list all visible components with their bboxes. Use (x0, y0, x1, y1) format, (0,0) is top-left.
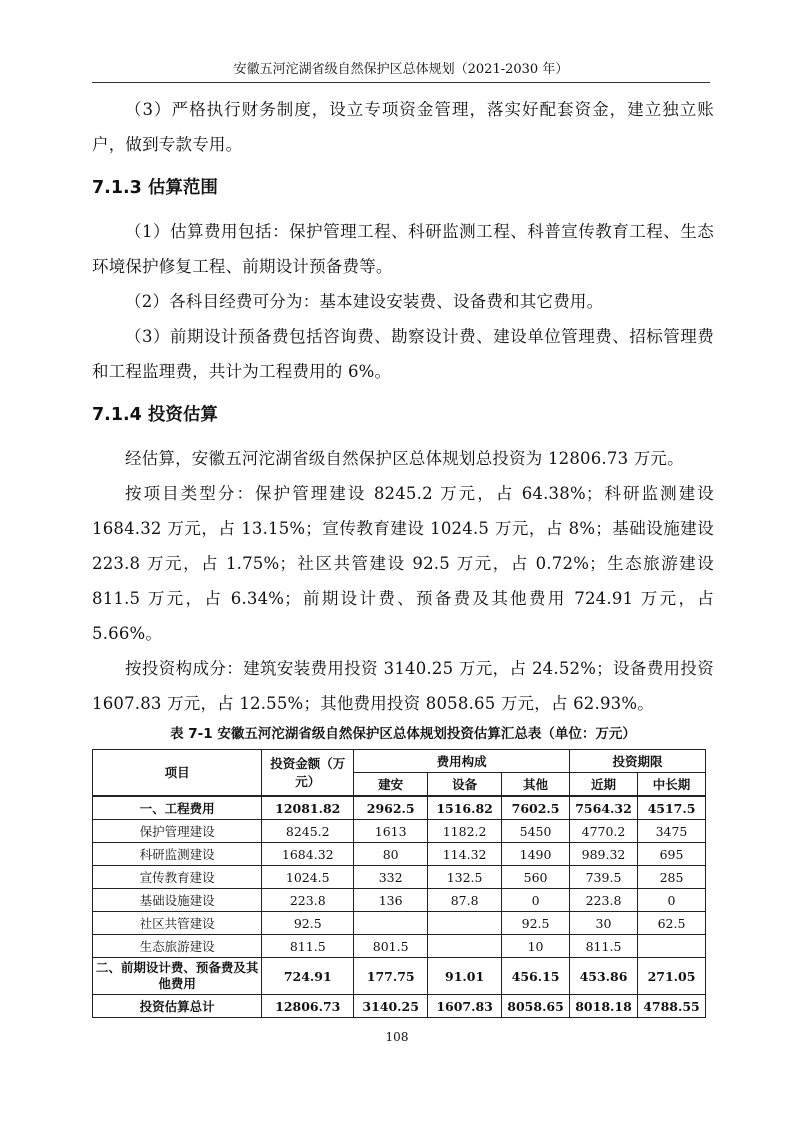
cell-jianan: 136 (354, 889, 428, 912)
table-row (93, 912, 706, 935)
cell-amount: 1024.5 (262, 866, 354, 889)
cell-label: 基础设施建设 (93, 889, 262, 912)
cell-jianan: 80 (354, 843, 428, 866)
cell-shebei: 1607.83 (428, 995, 502, 1018)
cell-jianan: 2962.5 (354, 796, 428, 820)
document-body (92, 92, 714, 1018)
cell-jinqi: 739.5 (570, 866, 638, 889)
header-amount: 投资金额（万元） (262, 750, 354, 797)
cell-label: 生态旅游建设 (93, 935, 262, 958)
header-jianan: 建安 (354, 773, 428, 797)
cell-shebei: 114.32 (428, 843, 502, 866)
table-row (93, 995, 706, 1018)
paragraph: （2）各科目经费可分为：基本建设安装费、设备费和其它费用。 (125, 292, 604, 311)
cell-jianan: 177.75 (354, 958, 428, 995)
cell-qita: 92.5 (502, 912, 570, 935)
cell-shebei: 1516.82 (428, 796, 502, 820)
table-row (93, 935, 706, 958)
cell-amount: 12806.73 (262, 995, 354, 1018)
cell-amount: 8245.2 (262, 820, 354, 843)
cell-jianan (354, 912, 428, 935)
paragraph: （3）前期设计预备费包括咨询费、勘察设计费、建设单位管理费、招标管理费和工程监理费，共计为工程费用的 6%。 (92, 327, 714, 381)
paragraph: （3）严格执行财务制度，设立专项资金管理，落实好配套资金，建立独立账户，做到专款专用。 (92, 100, 714, 154)
cell-zhongchang: 4517.5 (637, 796, 705, 820)
cell-qita: 456.15 (502, 958, 570, 995)
table-row (93, 958, 706, 995)
cell-shebei (428, 912, 502, 935)
header-period: 投资期限 (570, 750, 706, 773)
cell-amount: 12081.82 (262, 796, 354, 820)
cell-qita: 0 (502, 889, 570, 912)
page-number: 108 (385, 1030, 409, 1044)
table-row (93, 820, 706, 843)
cell-zhongchang: 3475 (637, 820, 705, 843)
cell-jinqi: 989.32 (570, 843, 638, 866)
table-row (93, 796, 706, 820)
header-zhongchang: 中长期 (637, 773, 705, 797)
cell-amount: 1684.32 (262, 843, 354, 866)
header-item: 项目 (93, 750, 262, 797)
cell-qita: 10 (502, 935, 570, 958)
cell-shebei: 87.8 (428, 889, 502, 912)
section-heading-7-1-3: 7.1.3 估算范围 (92, 178, 218, 198)
header-shebei: 设备 (428, 773, 502, 797)
header-rule (92, 82, 710, 83)
cell-qita: 5450 (502, 820, 570, 843)
cell-zhongchang: 62.5 (637, 912, 705, 935)
table-caption: 表 7-1 安徽五河沱湖省级自然保护区总体规划投资估算汇总表（单位：万元） (170, 726, 636, 742)
cell-label: 一、工程费用 (93, 796, 262, 820)
table-row (93, 843, 706, 866)
cell-jinqi: 30 (570, 912, 638, 935)
cell-jianan: 801.5 (354, 935, 428, 958)
cell-jianan: 332 (354, 866, 428, 889)
cell-label: 保护管理建设 (93, 820, 262, 843)
cell-zhongchang (637, 935, 705, 958)
cell-zhongchang: 4788.55 (637, 995, 705, 1018)
cell-label: 投资估算总计 (93, 995, 262, 1018)
cell-jianan: 3140.25 (354, 995, 428, 1018)
cell-zhongchang: 0 (637, 889, 705, 912)
investment-table (92, 749, 706, 1018)
cell-qita: 560 (502, 866, 570, 889)
cell-amount: 92.5 (262, 912, 354, 935)
cell-jinqi: 4770.2 (570, 820, 638, 843)
cell-jinqi: 811.5 (570, 935, 638, 958)
header-jinqi: 近期 (570, 773, 638, 797)
cell-amount: 811.5 (262, 935, 354, 958)
cell-label: 二、前期设计费、预备费及其他费用 (93, 958, 262, 995)
cell-label: 社区共管建设 (93, 912, 262, 935)
table-row (93, 866, 706, 889)
cell-amount: 724.91 (262, 958, 354, 995)
cell-shebei: 132.5 (428, 866, 502, 889)
cell-label: 宣传教育建设 (93, 866, 262, 889)
cell-qita: 8058.65 (502, 995, 570, 1018)
cell-zhongchang: 285 (637, 866, 705, 889)
cell-qita: 1490 (502, 843, 570, 866)
header-qita: 其他 (502, 773, 570, 797)
table-row (93, 889, 706, 912)
cell-jianan: 1613 (354, 820, 428, 843)
cell-jinqi: 8018.18 (570, 995, 638, 1018)
cell-qita: 7602.5 (502, 796, 570, 820)
cell-jinqi: 223.8 (570, 889, 638, 912)
cell-jinqi: 7564.32 (570, 796, 638, 820)
cell-shebei: 91.01 (428, 958, 502, 995)
cell-shebei (428, 935, 502, 958)
cell-shebei: 1182.2 (428, 820, 502, 843)
cell-label: 科研监测建设 (93, 843, 262, 866)
section-heading-7-1-4: 7.1.4 投资估算 (92, 405, 218, 425)
page-header: 安徽五河沱湖省级自然保护区总体规划（2021-2030 年） (233, 62, 569, 77)
paragraph: （1）估算费用包括：保护管理工程、科研监测工程、科普宣传教育工程、生态环境保护修复工程、前期设计预备费等。 (92, 222, 714, 276)
cell-amount: 223.8 (262, 889, 354, 912)
paragraph: 按项目类型分：保护管理建设 8245.2 万元，占 64.38%；科研监测建设 1684.32 万元，占 13.15%；宣传教育建设 1024.5 万元，占 8%；基础设施建设 223.8 万元，占 1.75%；社区共管建设 92.5 万元，占 0.72%；生态旅游建设 811.5 万元，占 6.34%；前期设计费、预备费及其他费用 724.91 万元，占 5.66%。 (92, 484, 714, 643)
cell-zhongchang: 271.05 (637, 958, 705, 995)
cell-jinqi: 453.86 (570, 958, 638, 995)
header-composition: 费用构成 (354, 750, 570, 773)
paragraph: 按投资构成分：建筑安装费用投资 3140.25 万元，占 24.52%；设备费用投资 1607.83 万元，占 12.55%；其他费用投资 8058.65 万元，占 62.93%。 (92, 659, 714, 713)
paragraph: 经估算，安徽五河沱湖省级自然保护区总体规划总投资为 12806.73 万元。 (125, 449, 684, 468)
cell-zhongchang: 695 (637, 843, 705, 866)
